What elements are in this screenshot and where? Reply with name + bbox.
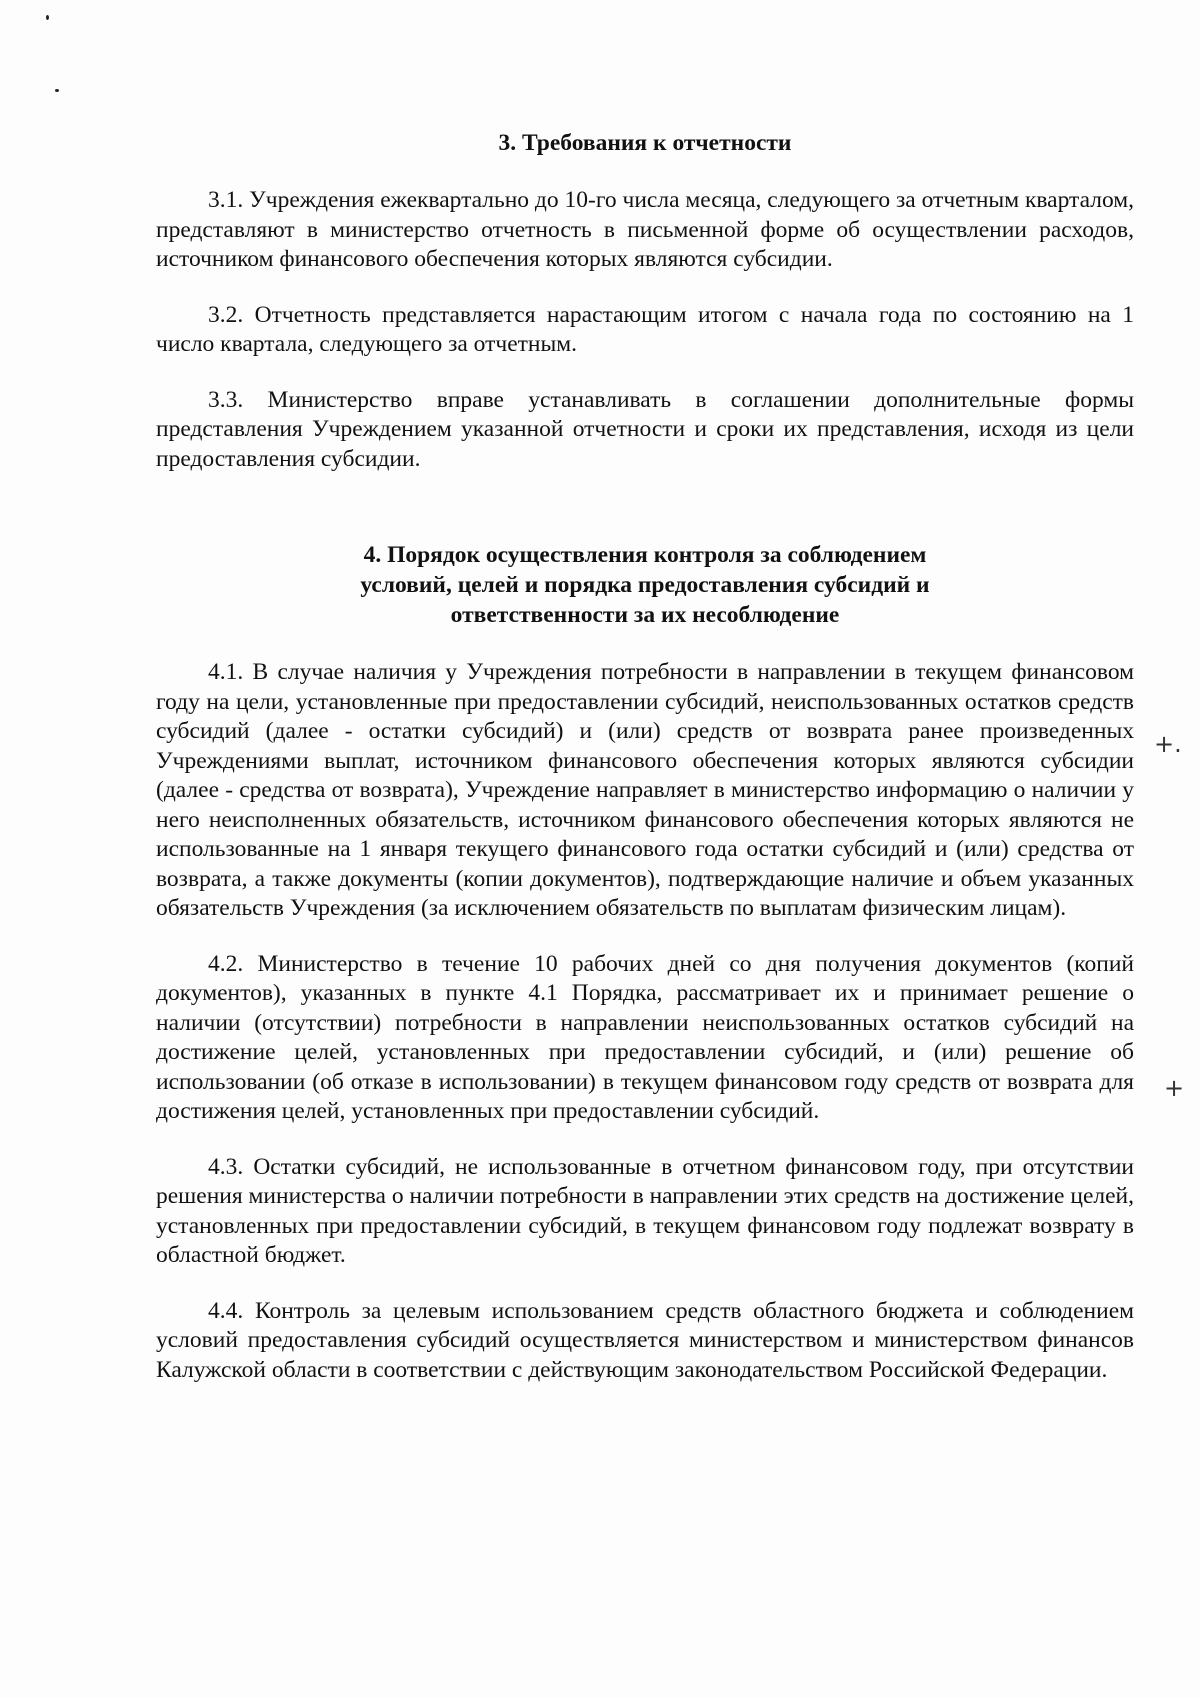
section-4-title	[156, 540, 1134, 630]
paragraph-4-4: 4.4. Контроль за целевым использованием средств областного бюджета и соблюдением условий предоставления субсидий осуществляется министерством и министерством финансов Калужской области в соответствии с действующим законодательством Российской Федерации.	[156, 1297, 1134, 1383]
paragraph-3-1: 3.1. Учреждения ежеквартально до 10-го числа месяца, следующего за отчетным кварталом, представляют в министерство отчетность в письменной форме об осуществлении расходов, источником финансового обеспечения которых являются субсидии.	[156, 187, 1134, 272]
section-4-title-line: 4. Порядок осуществления контроля за соблюдением	[363, 542, 927, 568]
margin-pencil-mark: +	[1164, 1074, 1185, 1102]
section-3-title: 3. Требования к отчетности	[498, 130, 792, 156]
margin-pencil-mark: +.	[1154, 730, 1182, 758]
paragraph-3-3: 3.3. Министерство вправе устанавливать в соглашении дополнительные формы представления Учреждением указанной отчетности и сроки их представления, исходя из цели предоставления субсидии.	[156, 386, 1134, 472]
paragraph-4-3: 4.3. Остатки субсидий, не использованные в отчетном финансовом году, при отсутствии решения министерства о наличии потребности в направлении этих средств на достижение целей, установленных при предоставлении субсидий, в текущем финансовом году подлежат возврату в областной бюджет.	[156, 1153, 1134, 1268]
scan-speck	[55, 89, 59, 92]
scan-speck	[46, 15, 49, 20]
paragraph-4-2: 4.2. Министерство в течение 10 рабочих дней со дня получения документов (копий документов), указанных в пункте 4.1 Порядка, рассматривает их и принимает решение о наличии (отсутствии) потребности в направлении неиспользованных остатков субсидий на достижение целей, установленных при предоставлении субсидий, и (или) решение об использовании (об отказе в использовании) в текущем финансовом году средств от возврата для достижения целей, установленных при предоставлении субсидий.	[156, 950, 1134, 1124]
document-body	[156, 128, 1134, 1411]
section-4-title-line: ответственности за их несоблюдение	[450, 602, 840, 628]
paragraph-4-1: 4.1. В случае наличия у Учреждения потребности в направлении в текущем финансовом году на цели, установленные при предоставлении субсидий, неиспользованных остатков средств субсидий (далее - остатки субсидий) и (или) средств от возврата ранее произведенных Учреждениями выплат, источником финансового обеспечения которых являются субсидии (далее - средства от возврата), Учреждение направляет в министерство информацию о наличии у него неисполненных обязательств, источником финансового обеспечения которых являются не использованные на 1 января текущего финансового года остатки субсидий и (или) средства от возврата, а также документы (копии документов), подтверждающие наличие и объем указанных обязательств Учреждения (за исключением обязательств по выплатам физическим лицам).	[156, 659, 1134, 921]
section-4-title-line: условий, целей и порядка предоставления субсидий и	[360, 572, 930, 598]
paragraph-3-2: 3.2. Отчетность представляется нарастающим итогом с начала года по состоянию на 1 число квартала, следующего за отчетным.	[156, 301, 1134, 357]
